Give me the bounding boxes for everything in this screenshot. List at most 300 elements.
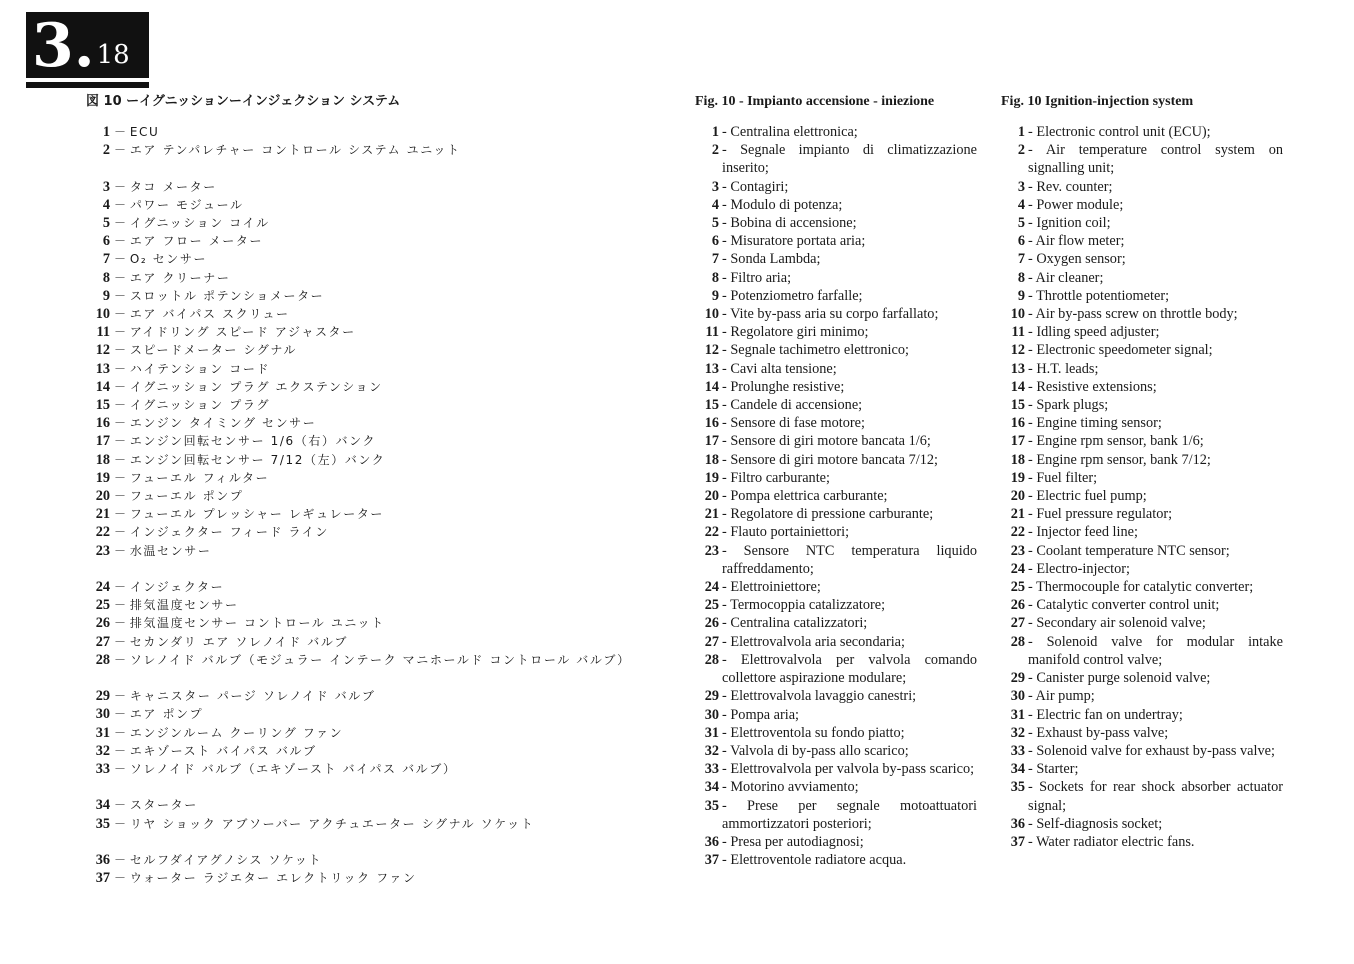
- item-number: 29: [1010, 670, 1025, 687]
- list-item: [86, 269, 686, 287]
- item-number: 20: [1010, 488, 1025, 505]
- item-number: 37: [95, 870, 110, 887]
- item-label: - Termocoppia catalizzatore;: [719, 596, 977, 614]
- item-number: 33: [704, 761, 719, 778]
- item-number: 29: [704, 688, 719, 705]
- item-number: 12: [1010, 342, 1025, 359]
- item-label: - Fuel pressure regulator;: [1025, 505, 1283, 523]
- japanese-column: [86, 93, 686, 887]
- item-label: － エア テンパレチャー コントロール システム ユニット: [110, 141, 461, 159]
- list-item: [695, 305, 977, 323]
- list-item: [86, 633, 686, 651]
- item-number: 2: [102, 142, 110, 159]
- item-label: - Filtro aria;: [719, 269, 977, 287]
- item-label: － エア バイパス スクリュー: [110, 305, 290, 323]
- item-label: - Self-diagnosis socket;: [1025, 815, 1283, 833]
- list-item: [86, 578, 686, 596]
- item-label: - Oxygen sensor;: [1025, 250, 1283, 268]
- item-label: - Segnale impianto di climatizzazione inserito;: [719, 141, 977, 177]
- item-number: 17: [1010, 433, 1025, 450]
- item-number: 28: [95, 651, 110, 668]
- item-label: - Engine rpm sensor, bank 1/6;: [1025, 432, 1283, 450]
- item-number: 25: [704, 597, 719, 614]
- list-item: [86, 305, 686, 323]
- list-item: [695, 542, 977, 578]
- item-label: - Fuel filter;: [1025, 469, 1283, 487]
- item-label: - Valvola di by-pass allo scarico;: [719, 742, 977, 760]
- item-label: － ハイテンション コード: [110, 360, 270, 378]
- list-item: [695, 833, 977, 851]
- list-item: [1001, 178, 1283, 196]
- item-number: 13: [95, 360, 110, 377]
- item-number: 17: [704, 433, 719, 450]
- item-label: － エア フロー メーター: [110, 232, 263, 250]
- list-item: [86, 796, 686, 814]
- item-number: 14: [1010, 378, 1025, 395]
- item-label: - Presa per autodiagnosi;: [719, 833, 977, 851]
- list-item: [1001, 742, 1283, 760]
- item-number: 24: [1010, 560, 1025, 577]
- item-number: 20: [95, 488, 110, 505]
- item-number: 7: [711, 251, 719, 268]
- item-label: － O₂ センサー: [110, 250, 207, 268]
- item-label: － 水温センサー: [110, 542, 211, 560]
- item-label: - Segnale tachimetro elettronico;: [719, 341, 977, 359]
- item-label: - Rev. counter;: [1025, 178, 1283, 196]
- item-label: - Elettroventola su fondo piatto;: [719, 724, 977, 742]
- list-item: [695, 232, 977, 250]
- list-item: [1001, 542, 1283, 560]
- item-number: 9: [711, 287, 719, 304]
- item-number: 18: [95, 451, 110, 468]
- list-item: [695, 706, 977, 724]
- item-number: 36: [1010, 815, 1025, 832]
- list-item: [1001, 596, 1283, 614]
- item-number: 27: [95, 633, 110, 650]
- item-number: 23: [1010, 542, 1025, 559]
- item-label: - Secondary air solenoid valve;: [1025, 614, 1283, 632]
- list-item: [86, 250, 686, 268]
- item-number: 35: [704, 797, 719, 814]
- list-item: [1001, 669, 1283, 687]
- list-item: [86, 432, 686, 450]
- item-number: 33: [1010, 742, 1025, 759]
- list-item: [695, 214, 977, 232]
- item-number: 2: [711, 142, 719, 159]
- item-label: - Engine rpm sensor, bank 7/12;: [1025, 451, 1283, 469]
- item-label: － エンジン回転センサー 7/12（左）バンク: [110, 451, 385, 469]
- list-item: [1001, 469, 1283, 487]
- item-label: － インジェクター フィード ライン: [110, 523, 329, 541]
- item-label: - Injector feed line;: [1025, 523, 1283, 541]
- item-label: - Centralina catalizzatori;: [719, 614, 977, 632]
- item-number: 20: [704, 488, 719, 505]
- list-item: [695, 178, 977, 196]
- item-number: 1: [711, 124, 719, 140]
- item-label: － セルフダイアグノシス ソケット: [110, 851, 322, 869]
- item-label: - Bobina di accensione;: [719, 214, 977, 232]
- item-label: - Pompa elettrica carburante;: [719, 487, 977, 505]
- item-label: - Throttle potentiometer;: [1025, 287, 1283, 305]
- list-item: [86, 341, 686, 359]
- list-item: [695, 378, 977, 396]
- item-number: 21: [704, 506, 719, 523]
- item-label: - Prese per segnale motoattuatori ammortizzatori posteriori;: [719, 797, 977, 833]
- list-item: [1001, 269, 1283, 287]
- list-item: [1001, 815, 1283, 833]
- list-item: [695, 851, 977, 869]
- list-item: [1001, 250, 1283, 268]
- italian-list: [695, 123, 977, 869]
- item-number: 25: [95, 597, 110, 614]
- item-label: － 排気温度センサー コントロール ユニット: [110, 614, 385, 632]
- item-number: 10: [1010, 306, 1025, 323]
- item-number: 23: [704, 542, 719, 559]
- item-label: - Sensore di fase motore;: [719, 414, 977, 432]
- item-number: 36: [95, 852, 110, 869]
- list-item: [86, 614, 686, 632]
- item-label: - Resistive extensions;: [1025, 378, 1283, 396]
- list-item: [695, 396, 977, 414]
- chapter-number: 3.: [32, 11, 95, 81]
- item-number: 37: [1010, 833, 1025, 850]
- item-label: - Prolunghe resistive;: [719, 378, 977, 396]
- item-label: - Power module;: [1025, 196, 1283, 214]
- english-list: [1001, 123, 1283, 851]
- item-number: 8: [1017, 269, 1025, 286]
- item-number: 11: [705, 324, 719, 341]
- item-number: 11: [1011, 324, 1025, 341]
- item-label: - Sensore di giri motore bancata 7/12;: [719, 451, 977, 469]
- item-label: - Elettroventole radiatore acqua.: [719, 851, 977, 869]
- list-item: [695, 287, 977, 305]
- item-label: - Elettrovalvola lavaggio canestri;: [719, 687, 977, 705]
- item-label: － ソレノイド バルブ（モジュラー インテーク マニホールド コントロール バルブ）: [110, 651, 631, 669]
- item-label: - Elettrovalvola aria secondaria;: [719, 633, 977, 651]
- english-column: [1001, 93, 1283, 851]
- header-rule: [26, 82, 149, 88]
- japanese-title: 図 10 ーイグニッションーインジェクション システム: [86, 94, 401, 109]
- list-item: [695, 797, 977, 833]
- item-label: - Electronic control unit (ECU);: [1025, 123, 1283, 141]
- item-number: 25: [1010, 579, 1025, 596]
- item-number: 16: [95, 415, 110, 432]
- list-item: [695, 596, 977, 614]
- list-item: [695, 505, 977, 523]
- item-label: － エア ポンプ: [110, 705, 203, 723]
- list-item: [1001, 487, 1283, 505]
- item-label: － 排気温度センサー: [110, 596, 239, 614]
- item-number: 34: [95, 797, 110, 814]
- list-item: [1001, 523, 1283, 541]
- item-label: - Elettrovalvola per valvola by-pass scarico;: [719, 760, 977, 778]
- list-item: [1001, 833, 1283, 851]
- item-label: - Regolatore giri minimo;: [719, 323, 977, 341]
- item-number: 10: [704, 306, 719, 323]
- list-item: [1001, 706, 1283, 724]
- list-item: [86, 505, 686, 523]
- list-item: [1001, 378, 1283, 396]
- list-item: [695, 196, 977, 214]
- list-item: [695, 760, 977, 778]
- list-item: [86, 378, 686, 396]
- item-label: - Pompa aria;: [719, 706, 977, 724]
- item-number: 13: [704, 360, 719, 377]
- list-item: [86, 724, 686, 742]
- list-item: [86, 414, 686, 432]
- item-number: 32: [1010, 724, 1025, 741]
- list-item: [1001, 778, 1283, 814]
- list-item: [695, 633, 977, 651]
- list-item: [695, 432, 977, 450]
- list-item: [86, 232, 686, 250]
- list-spacer: [86, 778, 686, 796]
- item-number: 14: [95, 378, 110, 395]
- item-number: 33: [95, 761, 110, 778]
- japanese-list: [86, 123, 686, 887]
- item-number: 22: [1010, 524, 1025, 541]
- item-number: 14: [704, 378, 719, 395]
- item-number: 8: [711, 269, 719, 286]
- list-item: [1001, 432, 1283, 450]
- item-number: 16: [1010, 415, 1025, 432]
- list-item: [1001, 578, 1283, 596]
- list-item: [1001, 614, 1283, 632]
- list-item: [1001, 687, 1283, 705]
- item-label: - Sensore NTC temperatura liquido raffreddamento;: [719, 542, 977, 578]
- list-item: [1001, 724, 1283, 742]
- item-label: - Air pump;: [1025, 687, 1283, 705]
- item-number: 9: [102, 287, 110, 304]
- item-number: 2: [1017, 142, 1025, 159]
- item-label: - Sonda Lambda;: [719, 250, 977, 268]
- list-item: [1001, 287, 1283, 305]
- item-label: － エンジン タイミング センサー: [110, 414, 316, 432]
- item-number: 15: [1010, 397, 1025, 414]
- item-number: 7: [102, 251, 110, 268]
- item-label: - Flauto portainiettori;: [719, 523, 977, 541]
- item-number: 26: [704, 615, 719, 632]
- list-item: [86, 451, 686, 469]
- list-item: [695, 123, 977, 141]
- list-item: [1001, 196, 1283, 214]
- item-number: 11: [96, 324, 110, 341]
- list-item: [86, 360, 686, 378]
- list-spacer: [86, 560, 686, 578]
- item-number: 1: [1017, 124, 1025, 140]
- item-number: 31: [95, 724, 110, 741]
- item-number: 22: [95, 524, 110, 541]
- item-number: 18: [1010, 451, 1025, 468]
- list-item: [1001, 360, 1283, 378]
- item-number: 32: [704, 742, 719, 759]
- item-number: 23: [95, 542, 110, 559]
- item-label: - Thermocouple for catalytic converter;: [1025, 578, 1283, 596]
- item-number: 29: [95, 688, 110, 705]
- item-label: － エア クリーナー: [110, 269, 230, 287]
- item-number: 3: [102, 178, 110, 195]
- item-number: 35: [1010, 779, 1025, 796]
- item-number: 19: [95, 469, 110, 486]
- item-label: - Electric fuel pump;: [1025, 487, 1283, 505]
- item-label: － エンジン回転センサー 1/6（右）バンク: [110, 432, 376, 450]
- item-label: - Coolant temperature NTC sensor;: [1025, 542, 1283, 560]
- list-item: [86, 178, 686, 196]
- item-label: － エキゾースト バイパス バルブ: [110, 742, 317, 760]
- item-label: - Engine timing sensor;: [1025, 414, 1283, 432]
- item-number: 30: [95, 706, 110, 723]
- list-item: [695, 724, 977, 742]
- list-item: [695, 269, 977, 287]
- list-item: [86, 687, 686, 705]
- item-number: 31: [1010, 706, 1025, 723]
- item-label: － ウォーター ラジエター エレクトリック ファン: [110, 869, 417, 887]
- item-label: － スターター: [110, 796, 198, 814]
- item-number: 3: [1017, 178, 1025, 195]
- item-number: 6: [102, 233, 110, 250]
- list-spacer: [86, 159, 686, 177]
- item-number: 32: [95, 742, 110, 759]
- list-item: [695, 578, 977, 596]
- list-spacer: [86, 669, 686, 687]
- item-label: - Sensore di giri motore bancata 1/6;: [719, 432, 977, 450]
- item-label: - Exhaust by-pass valve;: [1025, 724, 1283, 742]
- item-label: － パワー モジュール: [110, 196, 244, 214]
- italian-column: [695, 93, 977, 869]
- list-item: [86, 214, 686, 232]
- item-number: 19: [704, 469, 719, 486]
- item-label: - Air cleaner;: [1025, 269, 1283, 287]
- item-label: - H.T. leads;: [1025, 360, 1283, 378]
- item-label: － インジェクター: [110, 578, 224, 596]
- list-item: [1001, 451, 1283, 469]
- item-label: － セカンダリ エア ソレノイド バルブ: [110, 633, 348, 651]
- item-number: 15: [95, 397, 110, 414]
- item-number: 31: [704, 724, 719, 741]
- item-number: 17: [95, 433, 110, 450]
- item-label: - Solenoid valve for exhaust by-pass valve;: [1025, 742, 1283, 760]
- item-label: － フューエル フィルター: [110, 469, 269, 487]
- list-item: [695, 523, 977, 541]
- list-item: [86, 760, 686, 778]
- item-number: 30: [1010, 688, 1025, 705]
- list-item: [1001, 760, 1283, 778]
- item-number: 19: [1010, 469, 1025, 486]
- item-label: - Air flow meter;: [1025, 232, 1283, 250]
- list-item: [86, 487, 686, 505]
- list-item: [1001, 232, 1283, 250]
- item-label: - Starter;: [1025, 760, 1283, 778]
- item-label: - Centralina elettronica;: [719, 123, 977, 141]
- item-label: － フューエル プレッシャー レギュレーター: [110, 505, 384, 523]
- list-item: [86, 815, 686, 833]
- list-item: [695, 742, 977, 760]
- item-label: - Air by-pass screw on throttle body;: [1025, 305, 1283, 323]
- item-number: 10: [95, 306, 110, 323]
- item-label: － エンジンルーム クーリング ファン: [110, 724, 343, 742]
- list-item: [86, 705, 686, 723]
- item-label: - Regolatore di pressione carburante;: [719, 505, 977, 523]
- list-item: [1001, 305, 1283, 323]
- list-item: [1001, 214, 1283, 232]
- item-label: － フューエル ポンプ: [110, 487, 243, 505]
- list-item: [86, 141, 686, 159]
- list-spacer: [86, 833, 686, 851]
- list-item: [1001, 123, 1283, 141]
- item-number: 21: [95, 506, 110, 523]
- item-label: － スピードメーター シグナル: [110, 341, 297, 359]
- list-item: [1001, 560, 1283, 578]
- item-label: － ソレノイド バルブ（エキゾースト バイパス バルブ）: [110, 760, 457, 778]
- item-number: 5: [711, 215, 719, 232]
- item-number: 26: [95, 615, 110, 632]
- item-number: 5: [102, 215, 110, 231]
- item-label: - Water radiator electric fans.: [1025, 833, 1283, 851]
- item-number: 21: [1010, 506, 1025, 523]
- item-number: 26: [1010, 597, 1025, 614]
- list-item: [86, 742, 686, 760]
- list-item: [695, 360, 977, 378]
- item-number: 34: [1010, 761, 1025, 778]
- page-number: 18: [96, 40, 130, 70]
- item-label: - Misuratore portata aria;: [719, 232, 977, 250]
- item-number: 5: [1017, 215, 1025, 232]
- item-label: － キャニスター パージ ソレノイド バルブ: [110, 687, 375, 705]
- item-label: － アイドリング スピード アジャスター: [110, 323, 356, 341]
- italian-title: Fig. 10 - Impianto accensione - iniezione: [695, 94, 935, 109]
- item-number: 9: [1017, 287, 1025, 304]
- item-number: 18: [704, 451, 719, 468]
- item-number: 7: [1017, 251, 1025, 268]
- item-label: - Solenoid valve for modular intake manifold control valve;: [1025, 633, 1283, 669]
- list-item: [1001, 323, 1283, 341]
- item-number: 15: [704, 397, 719, 414]
- list-item: [86, 851, 686, 869]
- item-label: - Elettrovalvola per valvola comando collettore aspirazione modulare;: [719, 651, 977, 687]
- item-label: - Sockets for rear shock absorber actuator signal;: [1025, 778, 1283, 814]
- list-item: [86, 123, 686, 141]
- list-item: [1001, 633, 1283, 669]
- item-number: 13: [1010, 360, 1025, 377]
- item-label: - Electric fan on undertray;: [1025, 706, 1283, 724]
- item-number: 1: [102, 124, 110, 140]
- item-number: 4: [1017, 196, 1025, 213]
- list-item: [695, 614, 977, 632]
- item-label: - Ignition coil;: [1025, 214, 1283, 232]
- item-label: - Contagiri;: [719, 178, 977, 196]
- item-number: 37: [704, 852, 719, 869]
- item-label: - Candele di accensione;: [719, 396, 977, 414]
- list-item: [695, 141, 977, 177]
- list-item: [86, 287, 686, 305]
- item-number: 28: [1010, 633, 1025, 650]
- list-item: [695, 250, 977, 268]
- item-label: － イグニッション プラグ: [110, 396, 270, 414]
- list-item: [695, 451, 977, 469]
- item-number: 6: [711, 233, 719, 250]
- item-number: 12: [95, 342, 110, 359]
- item-number: 35: [95, 815, 110, 832]
- item-number: 3: [711, 178, 719, 195]
- list-item: [695, 469, 977, 487]
- item-number: 24: [704, 579, 719, 596]
- list-item: [86, 596, 686, 614]
- item-number: 8: [102, 269, 110, 286]
- item-label: - Catalytic converter control unit;: [1025, 596, 1283, 614]
- item-label: - Vite by-pass aria su corpo farfallato;: [719, 305, 977, 323]
- list-item: [86, 869, 686, 887]
- item-label: - Filtro carburante;: [719, 469, 977, 487]
